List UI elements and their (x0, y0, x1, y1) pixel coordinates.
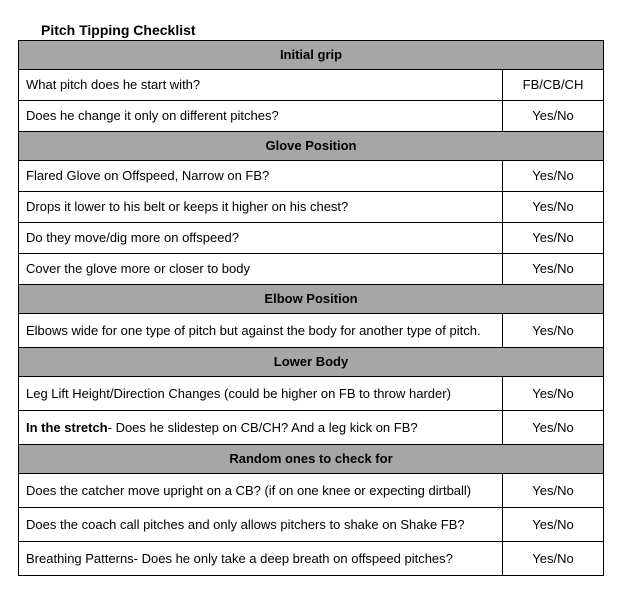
table-row (19, 161, 604, 192)
answer-cell: Yes/No (503, 474, 604, 508)
section-heading: Random ones to check for (19, 445, 604, 474)
table-row (19, 254, 604, 285)
table-row (19, 377, 604, 411)
question-cell: Breathing Patterns- Does he only take a deep breath on offspeed pitches? (19, 542, 503, 576)
section-header-lower-body (19, 348, 604, 377)
question-bold-prefix: In the stretch (26, 419, 108, 435)
answer-cell: Yes/No (503, 192, 604, 223)
section-header-initial-grip (19, 41, 604, 70)
table-row (19, 542, 604, 576)
table-row (19, 223, 604, 254)
section-header-random-checks (19, 445, 604, 474)
table-row (19, 474, 604, 508)
document-title: Pitch Tipping Checklist (41, 22, 196, 38)
table-row (19, 70, 604, 101)
answer-cell: Yes/No (503, 254, 604, 285)
section-header-glove-position (19, 132, 604, 161)
answer-cell: Yes/No (503, 377, 604, 411)
table-row (19, 101, 604, 132)
answer-cell: Yes/No (503, 411, 604, 445)
table-row (19, 192, 604, 223)
question-cell: Drops it lower to his belt or keeps it higher on his chest? (19, 192, 503, 223)
question-cell (19, 411, 503, 445)
answer-cell: Yes/No (503, 101, 604, 132)
table-row (19, 411, 604, 445)
section-heading: Elbow Position (19, 285, 604, 314)
question-cell: Does the coach call pitches and only allows pitchers to shake on Shake FB? (19, 508, 503, 542)
question-cell: Flared Glove on Offspeed, Narrow on FB? (19, 161, 503, 192)
answer-cell: FB/CB/CH (503, 70, 604, 101)
question-cell: Leg Lift Height/Direction Changes (could be higher on FB to throw harder) (19, 377, 503, 411)
checklist-table (18, 40, 604, 576)
question-cell: What pitch does he start with? (19, 70, 503, 101)
answer-cell: Yes/No (503, 508, 604, 542)
section-heading: Lower Body (19, 348, 604, 377)
question-cell: Does the catcher move upright on a CB? (if on one knee or expecting dirtball) (19, 474, 503, 508)
question-text: - Does he slidestep on CB/CH? And a leg kick on FB? (107, 419, 418, 435)
answer-cell: Yes/No (503, 542, 604, 576)
answer-cell: Yes/No (503, 223, 604, 254)
answer-cell: Yes/No (503, 161, 604, 192)
question-cell: Elbows wide for one type of pitch but against the body for another type of pitch. (19, 314, 503, 348)
table-row (19, 314, 604, 348)
answer-cell: Yes/No (503, 314, 604, 348)
section-heading: Glove Position (19, 132, 604, 161)
question-cell: Cover the glove more or closer to body (19, 254, 503, 285)
question-cell: Do they move/dig more on offspeed? (19, 223, 503, 254)
section-header-elbow-position (19, 285, 604, 314)
table-row (19, 508, 604, 542)
question-cell: Does he change it only on different pitches? (19, 101, 503, 132)
section-heading: Initial grip (19, 41, 604, 70)
